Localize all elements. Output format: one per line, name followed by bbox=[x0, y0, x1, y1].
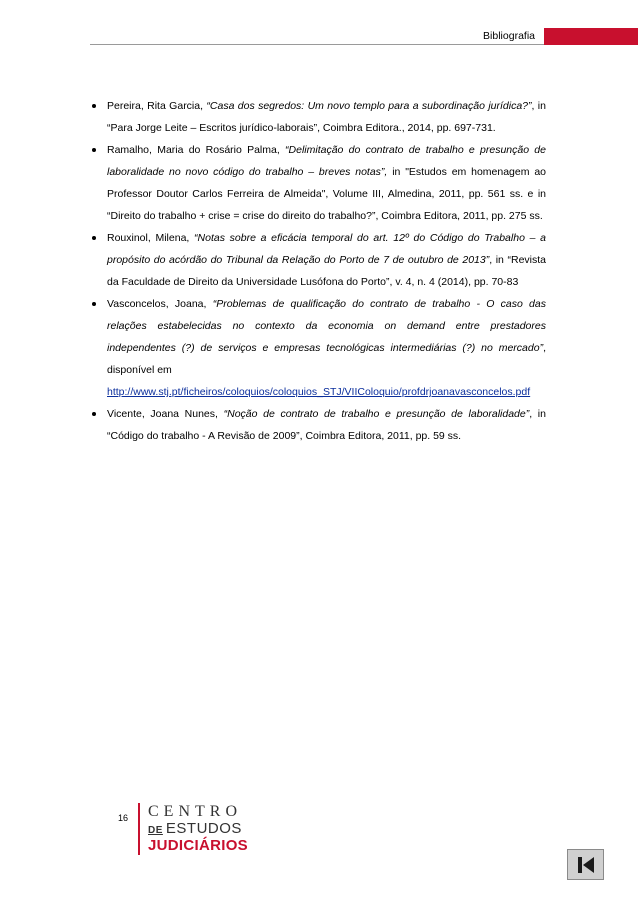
logo-line-estudos: DE ESTUDOS bbox=[148, 820, 242, 837]
list-item: Vasconcelos, Joana, “Problemas de qualificação do contrato de trabalho - O caso das relações estabelecidas no contexto da economia on demand entre prestadores independentes (?) de serviços e empresas tecnológicas intermediárias (?) no mercado”, disponível em http://www.stj.pt/ficheiros/coloquios/coloquios_STJ/VIIColoquio/profdrjoanavasconcelos.pdf bbox=[90, 293, 546, 403]
header-divider bbox=[90, 44, 544, 45]
logo-accent-bar bbox=[138, 803, 140, 855]
header-title: Bibliografia bbox=[483, 30, 535, 42]
logo-line-judiciarios: JUDICIÁRIOS bbox=[148, 837, 248, 854]
list-item: Rouxinol, Milena, “Notas sobre a eficácia temporal do art. 12º do Código do Trabalho – a propósito do acórdão do Tribunal da Relação do Porto de 7 de outubro de 2013”, in “Revista da Faculdade de Direito da Universidade Lusófona do Porto”, v. 4, n. 4 (2014), pp. 70-83 bbox=[90, 227, 546, 293]
header-accent-bar bbox=[544, 28, 638, 45]
list-item: Pereira, Rita Garcia, “Casa dos segredos: Um novo templo para a subordinação jurídica?”, in “Para Jorge Leite – Escritos jurídico-laborais”, Coimbra Editora., 2014, pp. 697-731. bbox=[90, 95, 546, 139]
logo-de: DE bbox=[148, 825, 163, 836]
cej-logo bbox=[138, 803, 258, 859]
skip-back-icon bbox=[576, 856, 596, 874]
list-item: Vicente, Joana Nunes, “Noção de contrato de trabalho e presunção de laboralidade”, in “Código do trabalho - A Revisão de 2009”, Coimbra Editora, 2011, pp. 59 ss. bbox=[90, 403, 546, 447]
reference-url-link[interactable]: http://www.stj.pt/ficheiros/coloquios/coloquios_STJ/VIIColoquio/profdrjoanavasconcelos.pdf bbox=[107, 386, 531, 398]
list-item: Ramalho, Maria do Rosário Palma, “Delimitação do contrato de trabalho e presunção de laboralidade no novo código do trabalho – breves notas”, in "Estudos em homenagem ao Professor Doutor Carlos Ferreira de Almeida", Volume III, Almedina, 2011, pp. 561 ss. e in “Direito do trabalho + crise = crise do direito do trabalho?”, Coimbra Editora, 2011, pp. 275 ss. bbox=[90, 139, 546, 227]
back-to-start-button[interactable] bbox=[567, 849, 604, 880]
logo-line-centro: CENTRO bbox=[148, 803, 242, 820]
page-number: 16 bbox=[118, 813, 129, 823]
bibliography-list bbox=[90, 95, 546, 447]
